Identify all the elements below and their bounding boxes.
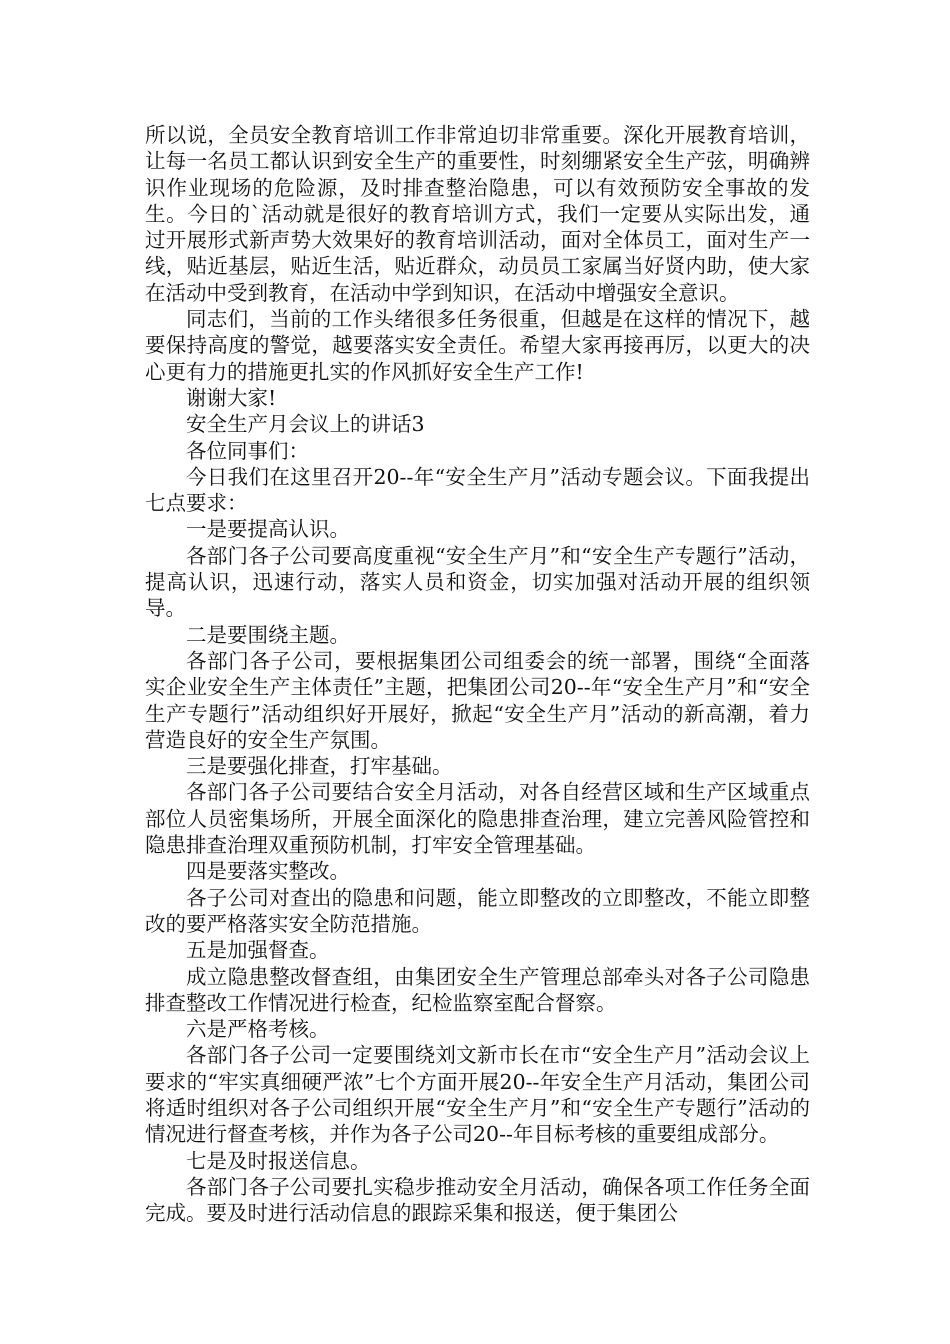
requirement-7-heading: 七是及时报送信息。	[186, 1148, 371, 1173]
requirement-7-body: 各部门各子公司要扎实稳步推动安全月活动，确保各项工作任务全面完成。要及时进行活动信息的跟踪采集和报送，便于集团公	[145, 1174, 810, 1226]
requirement-1-body: 各部门各子公司要高度重视“安全生产月”和“安全生产专题行”活动，提高认识，迅速行动，落实人员和资金，切实加强对活动开展的组织领导。	[145, 543, 810, 621]
document-body	[145, 122, 810, 1226]
speech-title: 安全生产月会议上的讲话3	[186, 412, 425, 437]
requirement-4-heading: 四是要落实整改。	[186, 859, 350, 884]
paragraph-education-training: 所以说，全员安全教育培训工作非常迫切非常重要。深化开展教育培训，让每一名员工都认识到安全生产的重要性，时刻绷紧安全生产弦，明确辨识作业现场的危险源，及时排查整治隐患，可以有效预防安全事故的发生。今日的`活动就是很好的教育培训方式，我们一定要从实际出发，通过开展形式新声势大效果好的教育培训活动，面对全体员工，面对生产一线，贴近基层，贴近生活，贴近群众，动员员工家属当好贤内助，使大家在活动中受到教育，在活动中学到知识，在活动中增强安全意识。	[145, 123, 810, 305]
requirement-2-body: 各部门各子公司，要根据集团公司组委会的统一部署，围绕“全面落实企业安全生产主体责任”主题，把集团公司20--年“安全生产月”和“安全生产专题行”活动组织好开展好，掀起“安全生产月”活动的新高潮，着力营造良好的安全生产氛围。	[145, 648, 810, 752]
paragraph-thanks: 谢谢大家!	[186, 385, 277, 410]
requirement-3-body: 各部门各子公司要结合安全月活动，对各自经营区域和生产区域重点部位人员密集场所，开展全面深化的隐患排查治理，建立完善风险管控和隐患排查治理双重预防机制，打牢安全管理基础。	[145, 780, 810, 858]
paragraph-comrades: 同志们，当前的工作头绪很多任务很重，但越是在这样的情况下，越要保持高度的警觉，越要落实安全责任。希望大家再接再厉，以更大的决心更有力的措施更扎实的作风抓好安全生产工作!	[145, 307, 810, 384]
requirement-1-heading: 一是要提高认识。	[186, 517, 350, 542]
requirement-5-body: 成立隐患整改督查组，由集团安全生产管理总部牵头对各子公司隐患排查整改工作情况进行检查，纪检监察室配合督察。	[145, 964, 810, 1015]
paragraph-meeting-intro: 今日我们在这里召开20--年“安全生产月”活动专题会议。下面我提出七点要求：	[145, 464, 810, 516]
requirement-6-body: 各部门各子公司一定要围绕刘文新市长在市“安全生产月”活动会议上要求的“牢实真细硬严浓”七个方面开展20--年安全生产月活动，集团公司将适时组织对各子公司组织开展“安全生产月”和“安全生产专题行”活动的情况进行督查考核，并作为各子公司20--年目标考核的重要组成部分。	[145, 1043, 810, 1147]
salutation: 各位同事们：	[186, 438, 309, 463]
requirement-5-heading: 五是加强督查。	[186, 938, 330, 963]
requirement-2-heading: 二是要围绕主题。	[186, 622, 350, 647]
requirement-4-body: 各子公司对查出的隐患和问题，能立即整改的立即整改，不能立即整改的要严格落实安全防范措施。	[145, 885, 810, 936]
requirement-3-heading: 三是要强化排查，打牢基础。	[186, 754, 453, 779]
requirement-6-heading: 六是严格考核。	[186, 1017, 330, 1042]
